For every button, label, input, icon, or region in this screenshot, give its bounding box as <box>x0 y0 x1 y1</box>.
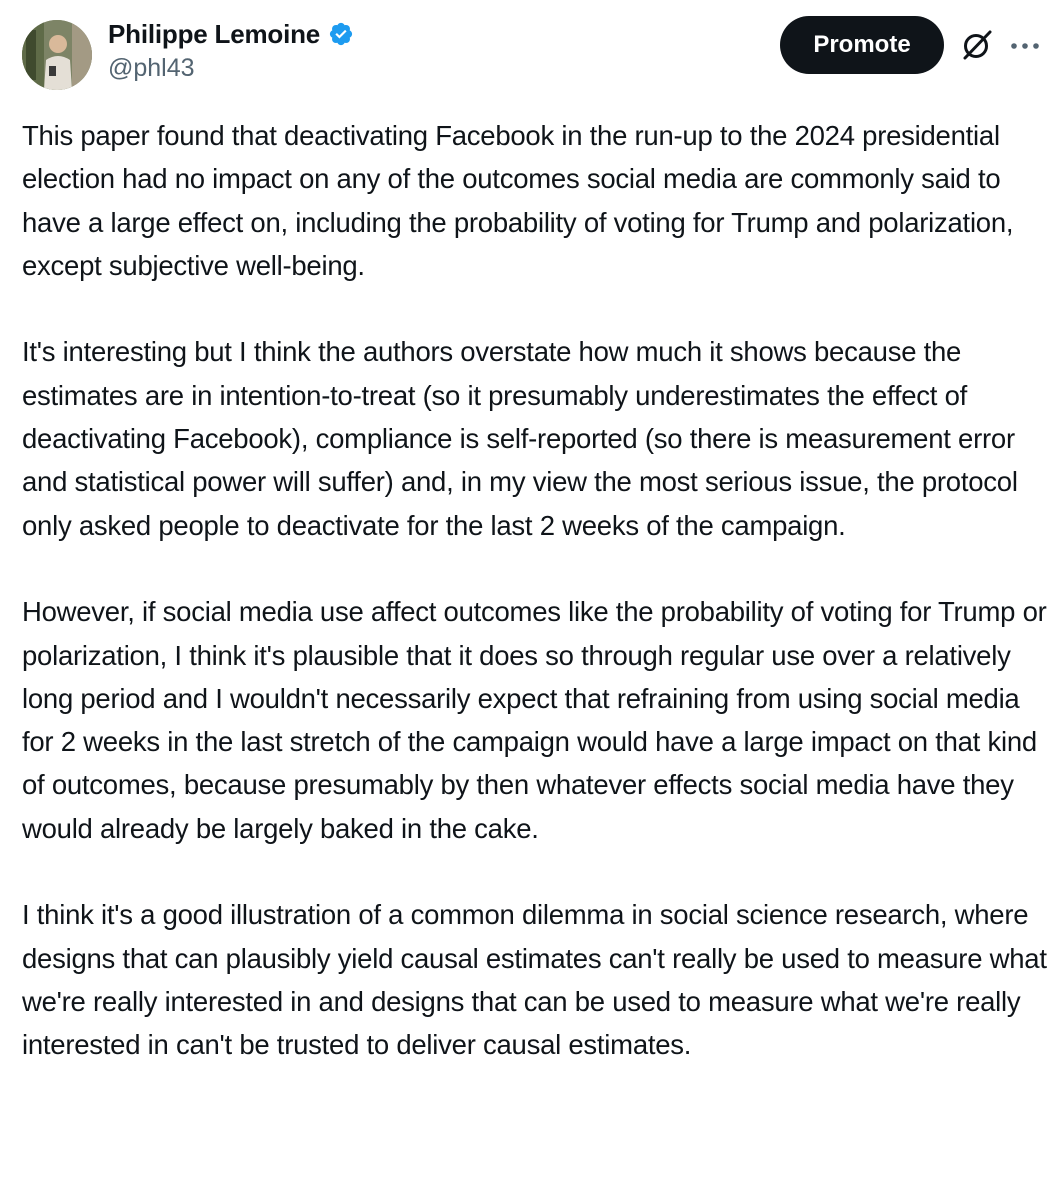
tweet-paragraph: I think it's a good illustration of a common dilemma in social science research, where designs that can plausibly yield causal estimates can't really be used to measure what we're really interested in and designs that can be used to measure what we're really interested in can't be trusted to deliver causal estimates. <box>22 899 1047 1061</box>
more-horizontal-icon[interactable] <box>1008 30 1042 60</box>
name-row <box>108 16 354 52</box>
grok-icon[interactable] <box>960 28 994 62</box>
avatar[interactable] <box>22 20 92 90</box>
display-name[interactable]: Philippe Lemoine <box>108 18 321 49</box>
author-handle[interactable]: @phl43 <box>108 54 195 82</box>
tweet-text <box>22 114 1047 1067</box>
author-identity <box>108 16 354 83</box>
verified-badge-icon <box>328 21 354 47</box>
promote-button[interactable]: Promote <box>780 16 944 74</box>
tweet-paragraph: It's interesting but I think the authors overstate how much it shows because the estimates are in intention-to-treat (so it presumably underestimates the effect of deactivating Facebook), compliance is self-reported (so there is measurement error and statistical power will suffer) and, in my view the most serious issue, the protocol only asked people to deactivate for the last 2 weeks of the campaign. <box>22 336 1018 541</box>
tweet-paragraph: However, if social media use affect outcomes like the probability of voting for Trump or polarization, I think it's plausible that it does so through regular use over a relatively long period and I wouldn't necessarily expect that refraining from using social media for 2 weeks in the last stretch of the campaign would have a large impact on that kind of outcomes, because presumably by then whatever effects social media have they would already be largely baked in the cake. <box>22 596 1047 844</box>
tweet-header <box>0 0 1058 110</box>
avatar-photo <box>22 20 92 90</box>
tweet-paragraph: This paper found that deactivating Facebook in the run-up to the 2024 presidential election had no impact on any of the outcomes social media are commonly said to have a large effect on, including the probability of voting for Trump and polarization, except subjective well-being. <box>22 120 1014 281</box>
